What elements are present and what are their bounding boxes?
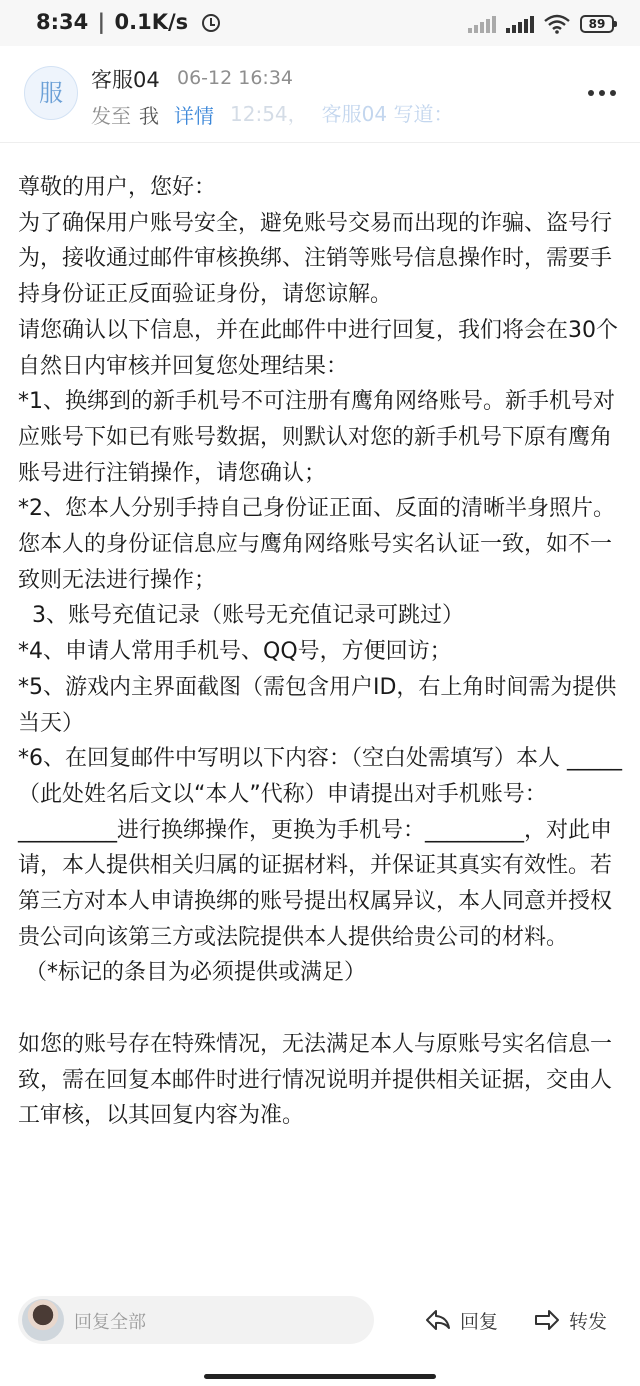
user-avatar	[22, 1299, 64, 1341]
status-right	[468, 12, 614, 36]
bottom-action-bar	[0, 1288, 640, 1386]
more-options-icon[interactable]	[588, 90, 616, 100]
closing-paragraph: 如您的账号存在特殊情况，无法满足本人与原账号实名信息一致，需在回复本邮件时进行情况说明并提供相关证据，交由人工审核，以其回复内容为准。	[18, 1031, 613, 1129]
requirement-item-5: *5、游戏内主界面截图（需包含用户ID，右上角时间需为提供当天）	[18, 674, 617, 736]
requirement-note: （*标记的条目为必须提供或满足）	[18, 960, 367, 986]
forward-label: 转发	[569, 1310, 608, 1333]
status-bar	[0, 0, 640, 46]
requirement-item-6: *6、在回复邮件中写明以下内容：（空白处需填写）本人 _____（此处姓名后文以“本人”代称）申请提出对手机账号：_________进行换绑操作，更换为手机号：_________，对此申请，本人提供相关归属的证据材料，并保证其真实有效性。若第三方对本人申请换绑的账号提出权属异议，本人同意并授权贵公司向该第三方或法院提供本人提供给贵公司的材料。	[18, 746, 622, 950]
sent-datetime: 06-12 16:34	[177, 67, 294, 89]
greeting: 尊敬的用户，您好：	[18, 175, 217, 200]
details-link[interactable]: 详情	[174, 104, 214, 128]
status-left	[36, 10, 220, 34]
mail-body	[18, 170, 626, 1134]
quote-preview-sender: 客服04 写道：	[321, 102, 454, 126]
signal-sim1-icon	[468, 15, 496, 33]
forward-icon	[533, 1308, 561, 1332]
recipient-name: 我	[139, 104, 159, 128]
header-divider	[0, 142, 640, 143]
requirement-item-3: 3、账号充值记录（账号无充值记录可跳过）	[18, 603, 464, 629]
status-separator: |	[97, 10, 106, 34]
alarm-icon	[202, 14, 220, 32]
status-time: 8:34	[36, 10, 89, 34]
body-paragraph: 为了确保用户账号安全，避免账号交易而出现的诈骗、盗号行为，接收通过邮件审核换绑、注销等账号信息操作时，需要手持身份证正反面验证身份，请您谅解。	[18, 210, 613, 308]
sent-to-label: 发至	[91, 104, 131, 128]
recipient-line	[91, 100, 159, 129]
reply-button[interactable]	[424, 1306, 498, 1334]
scrolled-quote-preview	[230, 98, 453, 127]
sender-name[interactable]: 客服04	[91, 68, 160, 92]
quote-preview-time: 12:54，	[230, 102, 308, 126]
battery-icon: 89	[580, 15, 614, 33]
requirement-item-1: *1、换绑到的新手机号不可注册有鹰角网络账号。新手机号对应账号下如已有账号数据，则默认对您的新手机号下原有鹰角账号进行注销操作，请您确认；	[18, 389, 615, 486]
paragraph-spacer	[18, 991, 626, 1027]
forward-button[interactable]	[533, 1306, 607, 1334]
reply-label: 回复	[460, 1310, 499, 1333]
wifi-icon	[544, 14, 570, 34]
reply-all-input[interactable]	[18, 1296, 374, 1344]
sender-avatar[interactable]: 服	[24, 66, 78, 120]
requirement-item-4: *4、申请人常用手机号、QQ号，方便回访；	[18, 639, 452, 665]
reply-all-placeholder: 回复全部	[74, 1312, 146, 1333]
body-paragraph: 请您确认以下信息，并在此邮件中进行回复，我们将会在30个自然日内审核并回复您处理结果：	[18, 317, 618, 379]
home-indicator[interactable]	[204, 1374, 436, 1379]
reply-icon	[424, 1308, 452, 1332]
requirement-item-2: *2、您本人分别手持自己身份证正面、反面的清晰半身照片。您本人的身份证信息应与鹰角网络账号实名认证一致，如不一致则无法进行操作；	[18, 496, 615, 593]
signal-sim2-icon	[506, 15, 534, 33]
mail-header	[0, 46, 640, 142]
network-speed: 0.1K/s	[114, 10, 189, 34]
